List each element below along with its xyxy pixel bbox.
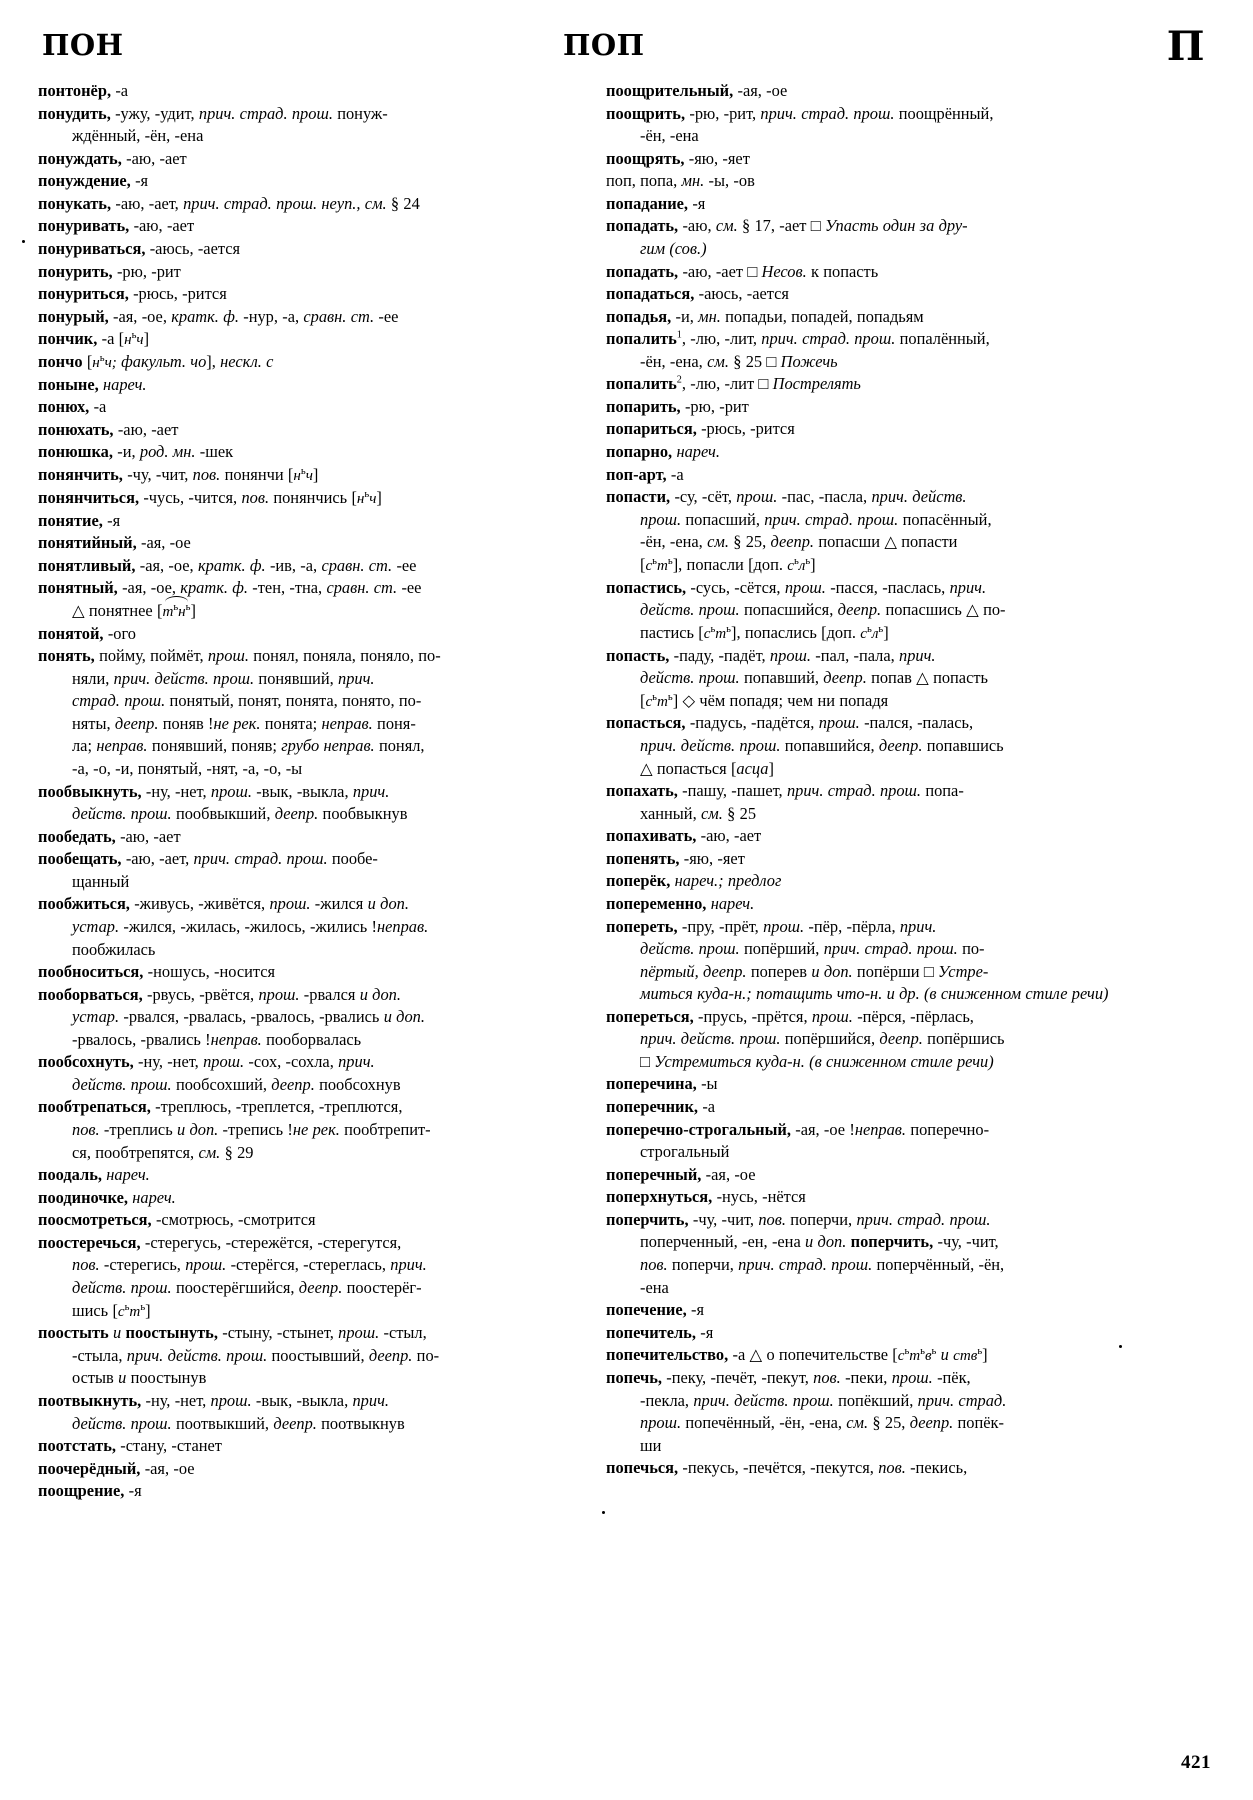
dictionary-entry: пончо [$н^ьч$; факульт. чо], нескл. с [38,351,274,371]
dictionary-entry: понятийный, -ая, -ое [38,533,191,553]
running-heads [38,23,1215,80]
entry-continuation-line: -ён, -ена, см. § 25, деепр. попасши △ попасти [640,532,958,552]
dictionary-entry: поощрить, -рю, -рит, прич. страд. прош. поощрённый, [606,103,994,123]
dictionary-entry: попалить$^1$, -лю, -лит, прич. страд. прош. попалённый, [606,329,990,349]
entry-continuation-line: прич. действ. прош. попавшийся, деепр. попавшись [640,736,1004,756]
dictionary-entry: поперхнуться, -нусь, -нётся [606,1187,806,1207]
dictionary-entry: попенять, -яю, -яет [606,848,745,868]
dictionary-entry: попечение, -я [606,1300,705,1320]
dictionary-entry: попарно, нареч. [606,442,720,461]
dictionary-entry: попереть, -пру, -прёт, прош. -пёр, -пёрла, прич. [606,916,937,936]
entry-continuation-line: действ. прош. пообвыкший, деепр. пообвыкнув [72,804,408,824]
page-number: 421 [1181,1752,1211,1773]
entry-continuation-line: -ена [640,1277,669,1297]
entry-continuation-line: пёртый, деепр. поперев и доп. попёрши □ Устре- [640,961,989,981]
entry-continuation-line: устар. -жился, -жилась, -жилось, -жились !неправ. [72,916,429,936]
dictionary-entry: попадья, -и, мн. попадьи, попадей, попадьям [606,306,924,326]
dictionary-entry: попастись, -сусь, -сётся, прош. -пасся, -паслась, прич. [606,577,987,597]
entry-continuation-line: шись $[с^ьт^ь]$ [72,1300,151,1320]
entry-continuation-line: ся, пообтрепятся, см. § 29 [72,1142,254,1162]
dictionary-entry: понуждение, -я [38,171,149,191]
entry-continuation-line: няли, прич. действ. прош. понявший, прич. [72,668,375,688]
dictionary-entry: поп-арт, -а [606,464,684,484]
dictionary-entry: попечительство, -а △ о попечительстве [$с^ьт^ьв^ь$ и ств$^ь$] [606,1345,988,1365]
dictionary-entry: поодаль, нареч. [38,1165,150,1185]
dictionary-entry: понуривать, -аю, -ает [38,216,195,236]
entry-continuation-line: действ. прош. попёрший, прич. страд. прош. по- [640,939,985,959]
entry-continuation-line: страд. прош. понятый, понят, понята, понято, по- [72,691,422,711]
dictionary-entry: попереться, -прусь, -прётся, прош. -пёрся, -пёрлась, [606,1006,974,1026]
scan-speck [602,1511,605,1514]
dictionary-entry: попечься, -пекусь, -печётся, -пекутся, пов. -пекись, [606,1458,968,1478]
dictionary-entry: пообещать, -аю, -ает, прич. страд. прош. пообе- [38,849,378,869]
dictionary-entry: поостыть и поостынуть, -стыну, -стынет, прош. -стыл, [38,1323,427,1343]
dictionary-entry: поперчить, -чу, -чит, пов. поперчи, прич. страд. прош. [606,1209,991,1229]
dictionary-entry: попарить, -рю, -рит [606,396,749,416]
entry-continuation-line: ла; неправ. понявший, поняв; грубо неправ. понял, [72,736,425,756]
entry-continuation-line: ханный, см. § 25 [640,803,757,823]
dictionary-entry: поныне, нареч. [38,374,147,394]
entry-continuation-line: щанный [72,871,130,891]
dictionary-entry: понятливый, -ая, -ое, кратк. ф. -ив, -а, сравн. ст. -ее [38,555,417,575]
scan-speck [1119,1345,1122,1348]
entry-continuation-line: ждённый, -ён, -ена [72,126,204,146]
dictionary-entry: понюх, -а [38,397,107,417]
entry-continuation-line: -ён, -ена [640,126,699,146]
dictionary-entry: понурый, -ая, -ое, кратк. ф. -нур, -а, сравн. ст. -ее [38,306,399,326]
entry-continuation-line: действ. прош. поотвыкший, деепр. поотвыкнув [72,1413,405,1433]
dictionary-entry: попасти, -су, -сёт, прош. -пас, -пасла, прич. действ. [606,487,967,507]
entry-continuation-line: няты, деепр. поняв !не рек. понята; неправ. поня- [72,713,416,733]
dictionary-entry: поперечник, -а [606,1097,716,1117]
running-head-center: ПОП [563,28,645,62]
scan-speck [22,240,25,243]
entry-continuation-line: прош. попечённый, -ён, -ена, см. § 25, деепр. попёк- [640,1413,1004,1433]
dictionary-entry: попадаться, -аюсь, -ается [606,284,789,304]
right-column [606,80,1146,1480]
dictionary-entry: поощрительный, -ая, -ое [606,81,788,100]
entry-continuation-line: -а, -о, -и, понятый, -нят, -а, -о, -ы [72,759,303,779]
entry-continuation-line: $[с^ьт^ь]$, попасли [доп. $с^ьл^ь$] [640,554,816,574]
dictionary-entry: поперечно-строгальный, -ая, -ое !неправ. поперечно- [606,1119,990,1139]
entry-continuation-line: ши [640,1435,662,1455]
entry-continuation-line: △ попасться [асца] [640,758,774,778]
dictionary-entry: понудить, -ужу, -удит, прич. страд. прош. понуж- [38,103,388,123]
dictionary-entry: поперечный, -ая, -ое [606,1164,756,1184]
entry-continuation-line: остыв и поостынув [72,1368,207,1388]
dictionary-entry: попечь, -пеку, -печёт, -пекут, пов. -пеки, прош. -пёк, [606,1368,971,1387]
entry-continuation-line: пообжилась [72,939,156,959]
entry-continuation-line: прош. попасший, прич. страд. прош. попасённый, [640,509,992,529]
left-column [38,80,578,1503]
dictionary-entry: пообсохнуть, -ну, -нет, прош. -сох, -сохла, прич. [38,1052,375,1072]
dictionary-entry: поочерёдный, -ая, -ое [38,1458,195,1478]
entry-continuation-line: пов. -стерегись, прош. -стерёгся, -стереглась, прич. [72,1255,427,1275]
dictionary-entry: поощрение, -я [38,1481,142,1501]
entry-continuation-line: устар. -рвался, -рвалась, -рвалось, -рвались и доп. [72,1007,425,1027]
entry-continuation-line: пастись $[с^ьт^ь]$, попаслись [доп. $с^ьл^ь$] [640,622,889,642]
dictionary-entry: пообвыкнуть, -ну, -нет, прош. -вык, -выкла, прич. [38,781,390,801]
dictionary-entry: пообтрепаться, -треплюсь, -треплется, -треплются, [38,1097,403,1117]
dictionary-entry: понурить, -рю, -рит [38,261,181,281]
entry-continuation-line: -пекла, прич. действ. прош. попёкший, прич. страд. [640,1390,1007,1410]
dictionary-entry: понуриться, -рюсь, -рится [38,284,227,304]
dictionary-entry: поостеречься, -стерегусь, -стережётся, -стерегутся, [38,1232,402,1252]
entry-continuation-line: действ. прош. попасшийся, деепр. попасшись △ по- [640,600,1006,620]
dictionary-entry: попадать, -аю, см. § 17, -ает □ Упасть один за дру- [606,216,968,236]
dictionary-entry: понуриваться, -аюсь, -ается [38,238,241,258]
dictionary-entry: понять, пойму, поймёт, прош. понял, поняла, поняло, по- [38,646,441,666]
dictionary-entry: понюшка, -и, род. мн. -шек [38,442,234,462]
dictionary-entry: поосмотреться, -смотрюсь, -смотрится [38,1210,316,1230]
entry-continuation-line: действ. прош. поостерёгшийся, деепр. поостерёг- [72,1277,422,1297]
dictionary-entry: понянчиться, -чусь, -чится, пов. понянчись $[н^ьч]$ [38,487,382,507]
entry-continuation-line: гим (сов.) [640,238,707,258]
dictionary-entry: пообедать, -аю, -ает [38,826,181,846]
dictionary-entry: поперёк, нареч.; предлог [606,871,782,891]
dictionary-entry: попахать, -пашу, -пашет, прич. страд. прош. попа- [606,781,964,801]
dictionary-entry: пооборваться, -рвусь, -рвётся, прош. -рвался и доп. [38,984,401,1004]
entry-continuation-line: действ. прош. попавший, деепр. попав △ попасть [640,668,988,688]
dictionary-entry: поотстать, -стану, -станет [38,1436,222,1456]
entry-continuation-line: пов. поперчи, прич. страд. прош. поперчённый, -ён, [640,1254,1005,1274]
dictionary-entry: поперечина, -ы [606,1074,718,1094]
running-head-left: ПОН [42,28,124,62]
dictionary-entry: попеременно, нареч. [606,893,755,913]
entry-continuation-line: -рвалось, -рвались !неправ. пооборвалась [72,1029,362,1049]
dictionary-entry: попахивать, -аю, -ает [606,826,762,846]
entry-continuation-line: действ. прош. пообсохший, деепр. пообсохнув [72,1074,401,1094]
dictionary-entry: понятие, -я [38,510,121,530]
dictionary-entry: попариться, -рюсь, -рится [606,419,795,439]
dictionary-entry: попасть, -паду, -падёт, прош. -пал, -пала, прич. [606,645,936,665]
dictionary-entry: пообжиться, -живусь, -живётся, прош. -жился и доп. [38,894,409,914]
entry-continuation-line: △ понятнее $[т^ьн^ь]$ [38,600,578,622]
entry-continuation-line: -ён, -ена, см. § 25 □ Пожечь [640,351,838,371]
dictionary-entry: понюхать, -аю, -ает [38,419,179,439]
entry-continuation-line: прич. действ. прош. попёршийся, деепр. попёршись [640,1029,1005,1049]
running-head-letter: П [1166,23,1205,70]
dictionary-entry: понятой, -ого [38,623,136,643]
dictionary-entry: понукать, -аю, -ает, прич. страд. прош. неуп., см. § 24 [38,193,420,213]
dictionary-entry: поп, попа, мн. -ы, -ов [606,171,755,191]
entry-continuation-line: -стыла, прич. действ. прош. поостывший, деепр. по- [72,1345,440,1365]
dictionary-entry: поодиночке, нареч. [38,1187,176,1207]
column-container [38,80,1215,1503]
dictionary-entry: пообноситься, -ношусь, -носится [38,962,276,982]
entry-continuation-line: строгальный [640,1142,730,1162]
dictionary-entry: поощрять, -яю, -яет [606,148,750,168]
dictionary-entry: понуждать, -аю, -ает [38,148,187,168]
dictionary-entry: попалить$^2$, -лю, -лит □ Пострелять [606,374,861,394]
entry-continuation-line: поперченный, -ен, -ена и доп. поперчить, -чу, -чит, [640,1232,999,1252]
entry-continuation-line: миться куда-н.; потащить что-н. и др. (в сниженном стиле речи) [640,984,1109,1004]
dictionary-entry: попадание, -я [606,193,706,213]
dictionary-entry: попечитель, -я [606,1322,714,1342]
entry-continuation-line: □ Устремиться куда-н. (в сниженном стиле речи) [640,1051,994,1071]
dictionary-entry: пончик, -а $[н^ьч]$ [38,329,150,349]
dictionary-entry: понтонёр, -а [38,81,129,100]
dictionary-entry: попадать, -аю, -ает □ Несов. к попасть [606,261,879,281]
entry-continuation-line: $[с^ьт^ь]$ ◇ чём попадя; чем ни попадя [640,690,889,710]
entry-continuation-line: пов. -треплись и доп. -трепись !не рек. пообтрепит- [72,1120,431,1140]
dictionary-entry: попасться, -падусь, -падётся, прош. -пался, -палась, [606,713,974,733]
dictionary-entry: понятный, -ая, -ое, кратк. ф. -тен, -тна, сравн. ст. -ее [38,578,422,598]
dictionary-entry: понянчить, -чу, -чит, пов. понянчи $[н^ьч]$ [38,465,319,485]
dictionary-entry: поотвыкнуть, -ну, -нет, прош. -вык, -выкла, прич. [38,1391,389,1411]
